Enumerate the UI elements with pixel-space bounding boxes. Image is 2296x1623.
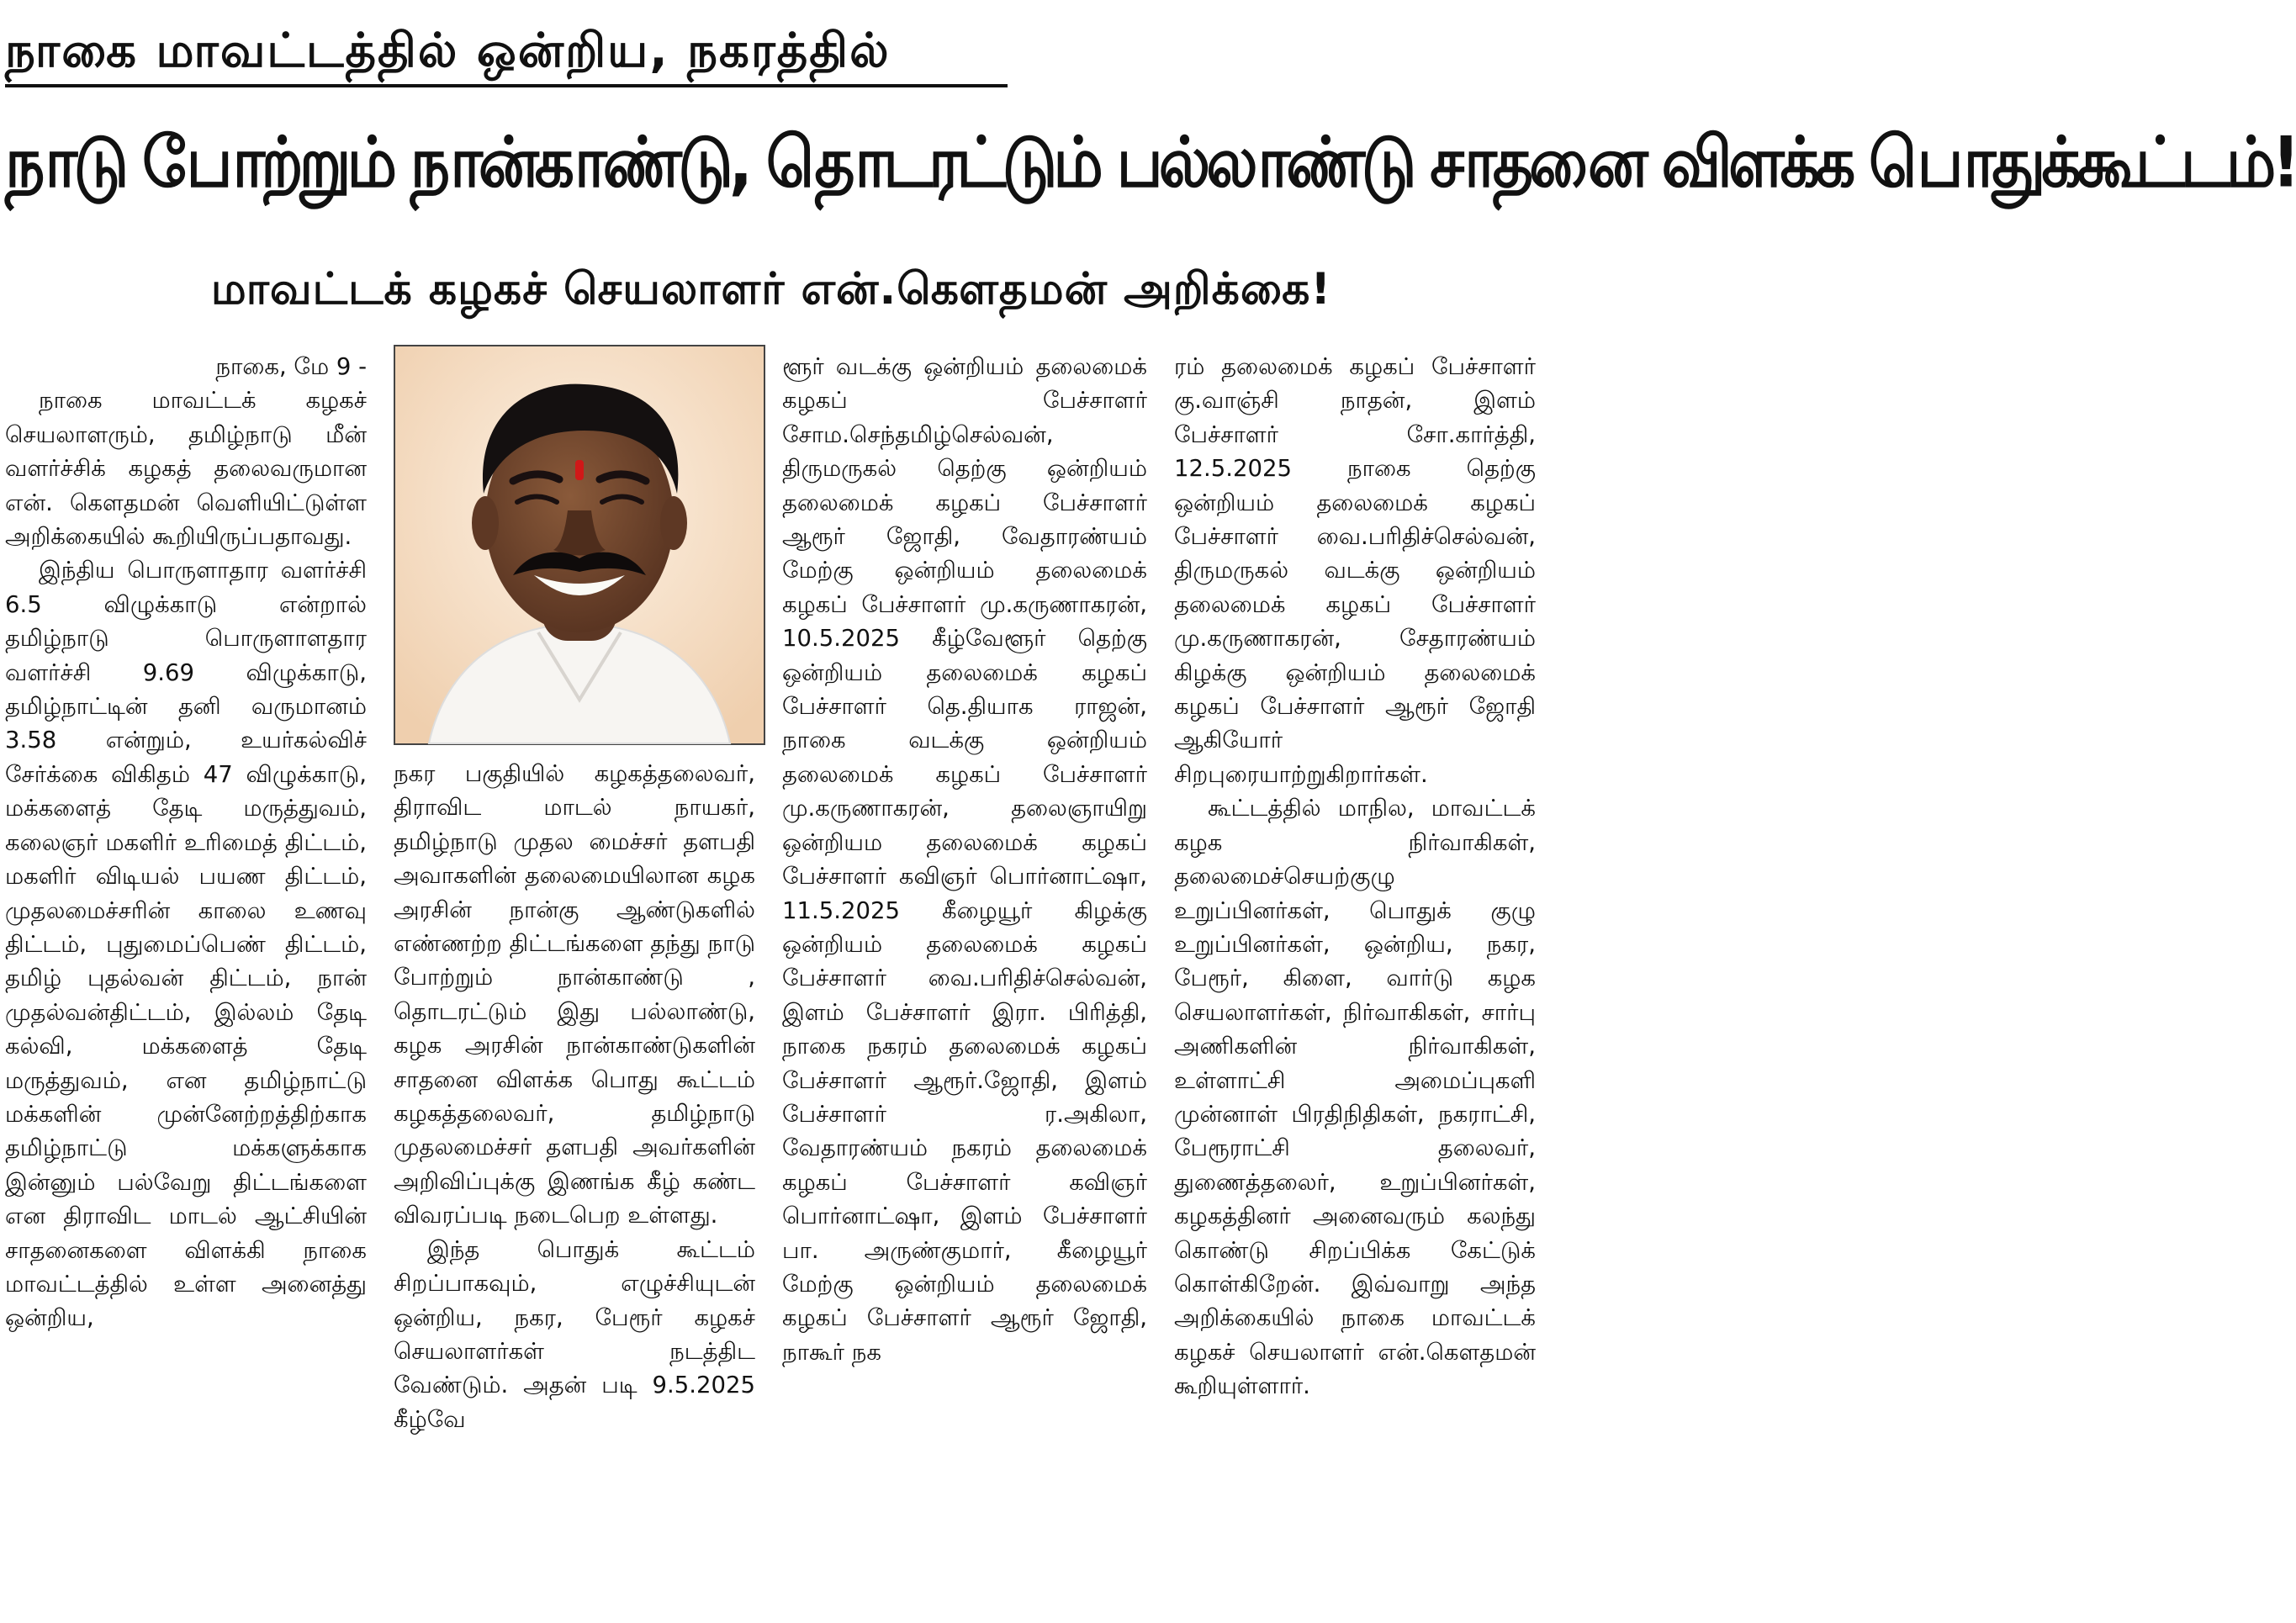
article-column-3	[782, 350, 1147, 1611]
dateline: நாகை, மே 9 -	[215, 353, 367, 380]
article-column-2	[394, 757, 755, 1611]
kicker-headline: நாகை மாவட்டத்தில் ஒன்றிய, நகரத்தில்	[5, 24, 1008, 87]
paragraph: ரம் தலைமைக் கழகப் பேச்சாளர் கு.வாஞ்சி நாதன், இளம் பேச்சாளர் சோ.கார்த்தி, 12.5.2025 நாகை தெற்கு ஒன்றியம் தலைமைக் கழகப் பேச்சாளர் வை.பரிதிச்செல்வன், திருமருகல் வடக்கு ஒன்றியம் தலைமைக் கழகப் பேச்சாளர் மு.கருணாகரன், சேதாரண்யம் கிழக்கு ஒன்றியம் தலைமைக் கழகப் பேச்சாளர் ஆரூர் ஜோதி ஆகியோர் சிறபுரையாற்றுகிறார்கள்.	[1174, 353, 1536, 788]
paragraph: நாகை மாவட்டக் கழகச் செயலாளரும், தமிழ்நாடு மீன் வளர்ச்சிக் கழகத் தலைவருமான என். கௌதமன் வெளியிட்டுள்ள அறிக்கையில் கூறியிருப்பதாவது.	[5, 387, 367, 551]
paragraph: இந்த பொதுக் கூட்டம் சிறப்பாகவும், எழுச்சியுடன் ஒன்றிய, நகர, பேரூர் கழகச் செயலாளர்கள் நடத்திட வேண்டும். அதன் படி 9.5.2025 கீழ்வே	[394, 1235, 755, 1433]
article-column-1	[5, 350, 367, 1611]
paragraph: நகர பகுதியில் கழகத்தலைவர், திராவிட மாடல் நாயகர், தமிழ்நாடு முதல மைச்சர் தளபதி அவாகளின் தலைமையிலான கழக அரசின் நான்கு ஆண்டுகளில் எண்ணற்ற திட்டங்களை தந்து நாடு போற்றும் நான்காண்டு , தொடரட்டும் இது பல்லாண்டு, கழக அரசின் நான்காண்டுகளின் சாதனை விளக்க பொது கூட்டம் கழகத்தலைவர், தமிழ்நாடு முதலமைச்சர் தளபதி அவர்களின் அறிவிப்புக்கு இணங்க கீழ் கண்ட விவரப்படி நடைபெற உள்ளது.	[394, 760, 755, 1229]
main-headline: நாடு போற்றும் நான்காண்டு, தொடரட்டும் பல்லாண்டு சாதனை விளக்க பொதுக்கூட்டம்!	[5, 122, 2296, 204]
paragraph: ளூர் வடக்கு ஒன்றியம் தலைமைக் கழகப் பேச்சாளர் சோம.செந்தமிழ்செல்வன், திருமருகல் தெற்கு ஒன்றியம் தலைமைக் கழகப் பேச்சாளர் ஆரூர் ஜோதி, வேதாரண்யம் மேற்கு ஒன்றியம் தலைமைக் கழகப் பேச்சாளர் மு.கருணாகரன், 10.5.2025 கீழ்வேளூர் தெற்கு ஒன்றியம் தலைமைக் கழகப் பேச்சாளர் தெ.தியாக ராஜன், நாகை வடக்கு ஒன்றியம் தலைமைக் கழகப் பேச்சாளர் மு.கருணாகரன், தலைஞாயிறு ஒன்றியம தலைமைக் கழகப் பேச்சாளர் கவிஞர் பொர்னாட்ஷா, 11.5.2025 கீழையூர் கிழக்கு ஒன்றியம் தலைமைக் கழகப் பேச்சாளர் வை.பரிதிச்செல்வன், இளம் பேச்சாளர் இரா. பிரித்தி, நாகை நகரம் தலைமைக் கழகப் பேச்சாளர் ஆரூர்.ஜோதி, இளம் பேச்சாளர் ர.அகிலா, வேதாரண்யம் நகரம் தலைமைக் கழகப் பேச்சாளர் கவிஞர் பொர்னாட்ஷா, இளம் பேச்சாளர் பா. அருண்குமார், கீழையூர் மேற்கு ஒன்றியம் தலைமைக் கழகப் பேச்சாளர் ஆரூர் ஜோதி, நாகூர் நக	[782, 353, 1147, 1366]
paragraph: இந்திய பொருளாதார வளர்ச்சி 6.5 விழுக்காடு என்றால் தமிழ்நாடு பொருளாளதார வளர்ச்சி 9.69 விழுக்காடு, தமிழ்நாட்டின் தனி வருமானம் 3.58 என்றும், உயர்கல்விச் சேர்க்கை விகிதம் 47 விழுக்காடு, மக்களைத் தேடி மருத்துவம், கலைஞர் மகளிர் உரிமைத் திட்டம், மகளிர் விடியல் பயண திட்டம், முதலமைச்சரின் காலை உணவு திட்டம், புதுமைப்பெண் திட்டம், தமிழ் புதல்வன் திட்டம், நான் முதல்வன்திட்டம், இல்லம் தேடி கல்வி, மக்களைத் தேடி மருத்துவம், என தமிழ்நாட்டு மக்களின் முன்னேற்றத்திற்காக தமிழ்நாட்டு மக்களுக்காக இன்னும் பல்வேறு திட்டங்களை என திராவிட மாடல் ஆட்சியின் சாதனைகளை விளக்கி நாகை மாவட்டத்தில் உள்ள அனைத்து ஒன்றிய,	[5, 557, 367, 1332]
paragraph: கூட்டத்தில் மாநில, மாவட்டக் கழக நிர்வாகிகள், தலைமைச்செயற்குழு உறுப்பினர்கள், பொதுக் குழு உறுப்பினர்கள், ஒன்றிய, நகர, பேரூர், கிளை, வார்டு கழக செயலாளர்கள், நிர்வாகிகள், சார்பு அணிகளின் நிர்வாகிகள், உள்ளாட்சி அமைப்புகளி முன்னாள் பிரதிநிதிகள், நகராட்சி, பேரூராட்சி தலைவர், துணைத்தலைர், உறுப்பினர்கள், கழகத்தினர் அனைவரும் கலந்து கொண்டு சிறப்பிக்க கேட்டுக் கொள்கிறேன். இவ்வாறு அந்த அறிக்கையில் நாகை மாவட்டக் கழகச் செயலாளர் என்.கௌதமன் கூறியுள்ளார்.	[1174, 795, 1536, 1400]
sub-headline: மாவட்டக் கழகச் செயலாளர் என்.கௌதமன் அறிக்கை!	[210, 264, 1332, 315]
article-column-4	[1174, 350, 1536, 1611]
portrait-illustration	[395, 346, 764, 743]
portrait-photo	[394, 345, 765, 745]
